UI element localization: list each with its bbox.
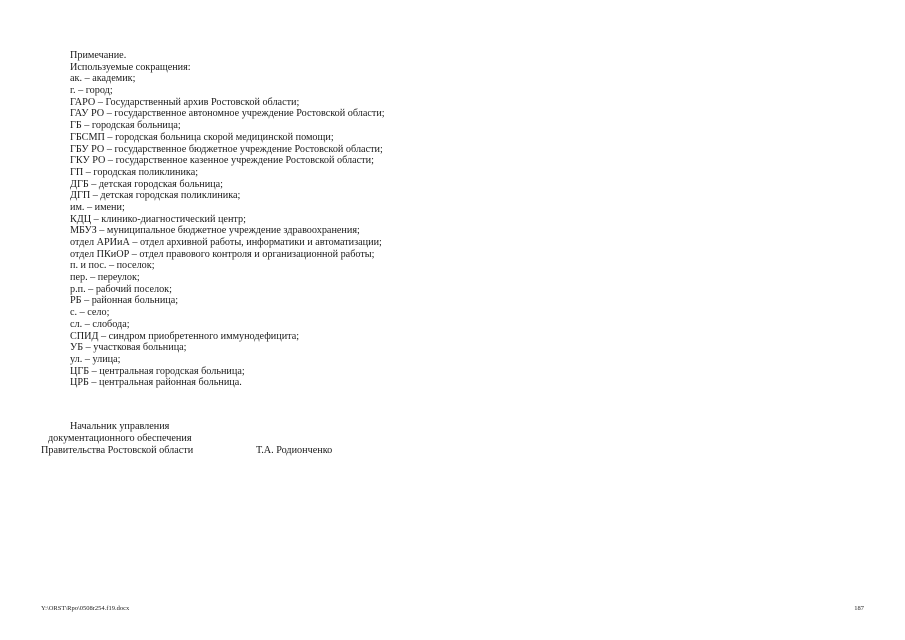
abbreviation-item: ЦРБ – центральная районная больница. xyxy=(70,377,242,389)
abbreviation-item: ГКУ РО – государственное казенное учреждение Ростовской области; xyxy=(70,155,374,167)
abbreviation-item: р.п. – рабочий поселок; xyxy=(70,283,172,295)
abbreviation-item: отдел АРИиА – отдел архивной работы, информатики и автоматизации; xyxy=(70,237,382,248)
abbreviation-item: ДГБ – детская городская больница; xyxy=(70,178,223,190)
footer-page-number: 187 xyxy=(854,605,864,612)
abbreviation-item: КДЦ – клинико-диагностический центр; xyxy=(70,213,246,225)
abbreviation-item: РБ – районная больница; xyxy=(70,295,179,307)
abbreviation-item: п. и пос. – поселок; xyxy=(70,260,155,272)
abbreviation-item: ЦГБ – центральная городская больница; xyxy=(70,365,245,377)
abbreviation-item: г. – город; xyxy=(70,85,113,97)
abbreviation-item: ГБУ РО – государственное бюджетное учреждение Ростовской области; xyxy=(70,143,383,155)
note-title: Примечание. xyxy=(70,50,127,61)
abbreviation-item: МБУЗ – муниципальное бюджетное учреждение здравоохранения; xyxy=(70,225,360,237)
abbreviation-item: ДГП – детская городская поликлиника; xyxy=(70,190,241,202)
footer-file-path: Y:\ORST\Rpo\0508r254.f19.docx xyxy=(41,605,130,612)
abbreviations-note xyxy=(70,50,590,389)
abbreviation-item: с. – село; xyxy=(70,307,110,319)
abbreviation-item: отдел ПКиОР – отдел правового контроля и организационной работы; xyxy=(70,248,375,260)
abbreviation-item: ГАУ РО – государственное автономное учреждение Ростовской области; xyxy=(70,108,385,120)
note-subtitle: Используемые сокращения: xyxy=(70,61,191,73)
abbreviation-item: им. – имени; xyxy=(70,201,125,213)
abbreviation-item: ГП – городская поликлиника; xyxy=(70,166,199,178)
abbreviation-item: ГАРО – Государственный архив Ростовской области; xyxy=(70,96,300,108)
abbreviation-item: ГБ – городская больница; xyxy=(70,120,181,132)
signature-position-line-1: Начальник управления xyxy=(70,421,170,432)
abbreviation-item: пер. – переулок; xyxy=(70,272,140,284)
abbreviation-item: ул. – улица; xyxy=(70,353,121,365)
abbreviation-item: УБ – участковая больница; xyxy=(70,342,187,354)
signature-position-line-3: Правительства Ростовской области xyxy=(41,445,194,456)
abbreviation-item: ак. – академик; xyxy=(70,73,136,85)
signatory-name: Т.А. Родионченко xyxy=(256,445,333,456)
abbreviation-item: сл. – слобода; xyxy=(70,318,130,330)
abbreviation-item: ГБСМП – городская больница скорой медицинской помощи; xyxy=(70,131,334,143)
signature-position-line-2: документационного обеспечения xyxy=(48,433,192,444)
abbreviation-list xyxy=(70,73,590,389)
abbreviation-item: СПИД – синдром приобретенного иммунодефицита; xyxy=(70,330,300,342)
